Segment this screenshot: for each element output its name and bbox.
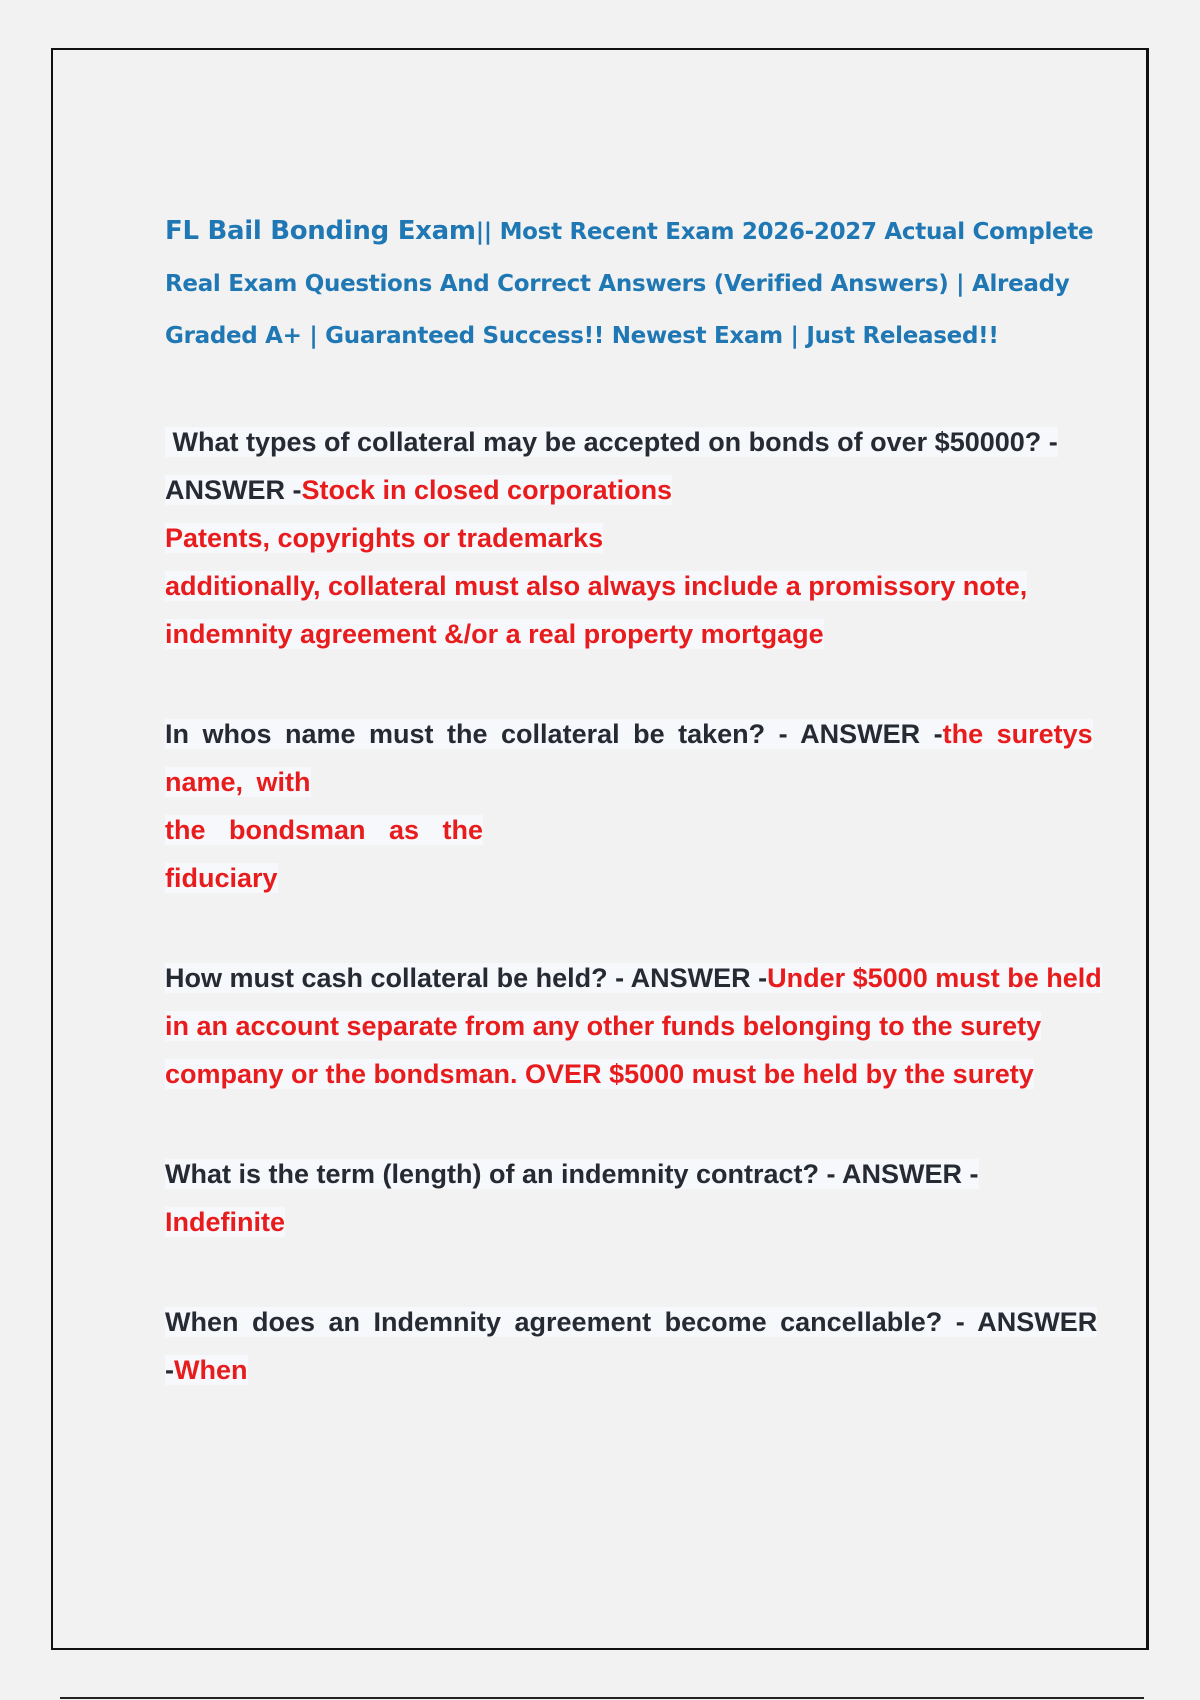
question-text: What types of collateral may be accepted on bonds of over $50000? - ANSWER - (165, 427, 1058, 505)
answer-text: Stock in closed corporations (301, 475, 673, 505)
next-page-edge (60, 1697, 1144, 1699)
document-page (51, 48, 1149, 1650)
answer-marker: - ANSWER - (826, 1159, 979, 1189)
qa-item (165, 710, 1105, 902)
answer-text: Patents, copyrights or trademarks (165, 523, 604, 553)
question-text: In whos name must the collateral be taken? - ANSWER - (165, 719, 943, 749)
qa-item (165, 1298, 1105, 1394)
answer-text: Under $5000 must be held in an account separate from any other funds belonging to the surety company or the bondsman. OVER $5000 must be held by the surety (165, 963, 1102, 1089)
question-text: How must cash collateral be held? - ANSWER - (165, 963, 768, 993)
document-content (165, 205, 1105, 1446)
question-text: What is the term (length) of an indemnity contract? - ANSWER - (165, 1159, 979, 1189)
document-title (165, 205, 1105, 362)
answer-marker: - ANSWER - (615, 963, 768, 993)
title-rest: || Most Recent Exam 2026-2027 Actual Complete Real Exam Questions And Correct Answers (Verified Answers) | Already Graded A+ | Guaranteed Success!! Newest Exam | Just Released!! (165, 219, 1094, 349)
answer-text: When (174, 1355, 248, 1385)
answer-marker: - ANSWER - (778, 719, 943, 749)
answer-text: fiduciary (165, 863, 278, 893)
qa-item (165, 1150, 1105, 1246)
title-lead: FL Bail Bonding Exam (165, 216, 476, 246)
answer-text: the suretys name, with (165, 719, 1093, 797)
question-text: When does an Indemnity agreement become cancellable? - ANSWER - (165, 1307, 1098, 1385)
qa-item (165, 954, 1105, 1098)
answer-text: additionally, collateral must also always include a promissory note, indemnity agreement &/or a real property mortgage (165, 571, 1028, 649)
answer-marker: - ANSWER - (165, 427, 1058, 505)
answer-marker: - ANSWER - (165, 1307, 1098, 1385)
answer-text: Indefinite (165, 1207, 285, 1237)
qa-item (165, 418, 1105, 658)
answer-text: the bondsman as the (165, 815, 484, 845)
